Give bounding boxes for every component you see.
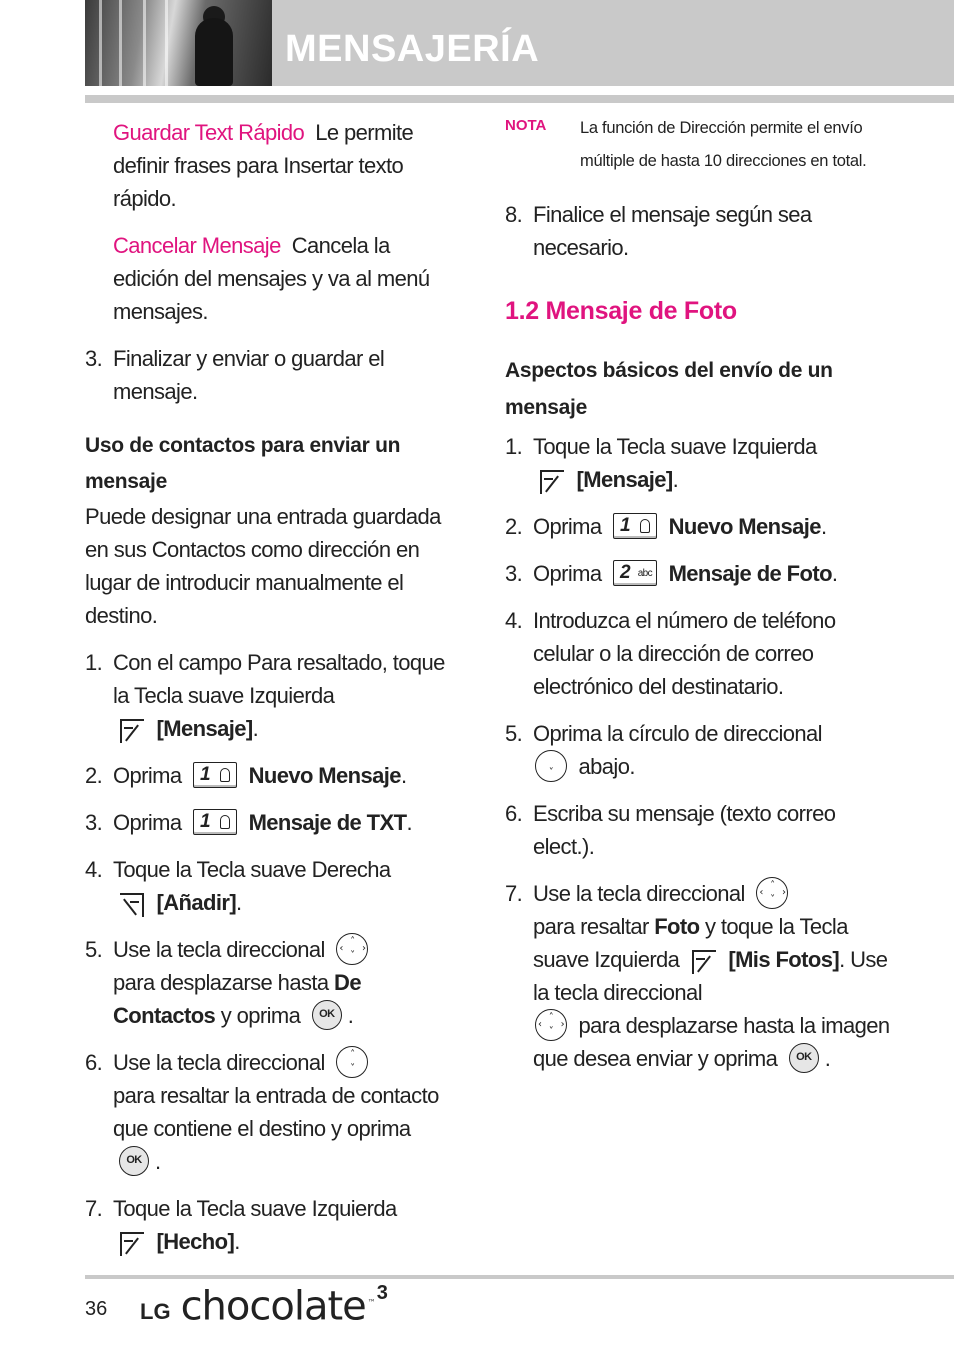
header-divider (85, 95, 954, 103)
left-soft-key-icon (691, 949, 717, 973)
lg-logo: LG (140, 1299, 171, 1325)
note-text: La función de Dirección permite el envío múltiple de hasta 10 direcciones en total. (580, 119, 867, 170)
list-item: 1. Con el campo Para resaltado, toque la Tecla suave Izquierda [Mensaje]. (85, 650, 445, 741)
key-1-icon: 1 (193, 762, 237, 788)
left-column (85, 116, 455, 1258)
list-item: 6. Use la tecla direccional ˄ ˅ para resaltar la entrada de contacto que contiene el destino y oprima OK . (85, 1046, 455, 1178)
basics-heading: Aspectos básicos del envío de un mensaje (505, 359, 833, 419)
brand-name: chocolate ™ (180, 1283, 375, 1330)
left-soft-key-icon (539, 469, 565, 493)
guardar-paragraph (85, 116, 455, 215)
list-item: 4. Introduzca el número de teléfono celular o la dirección de correo electrónico del destinatario. (505, 608, 836, 699)
cancelar-paragraph (85, 229, 455, 328)
ok-key-icon: OK (119, 1146, 149, 1176)
page-number: 36 (85, 1298, 108, 1320)
navigation-key-icon: ˄ ˅ ‹ › (336, 933, 368, 965)
contacts-intro: Puede designar una entrada guardada en sus Contactos como dirección en lugar de introducir manualmente el destino. (85, 504, 441, 628)
navigation-key-icon: ˄ ˅ ‹ › (756, 877, 788, 909)
note-box (505, 112, 890, 178)
page-title: MENSAJERÍA (285, 28, 540, 70)
guardar-label: Guardar Text Rápido (113, 120, 305, 145)
left-soft-key-icon (119, 718, 145, 742)
key-1-icon: 1 (613, 513, 657, 539)
list-item: 3. Oprima 2 abc Mensaje de Foto. (505, 561, 838, 586)
list-item: 2. Oprima 1 Nuevo Mensaje. (505, 514, 827, 539)
cancelar-text: Cancela la edición del mensajes y va al menú mensajes. (113, 233, 430, 324)
key-2-icon: 2 abc (613, 560, 657, 586)
ok-key-icon: OK (312, 1000, 342, 1030)
navigation-key-icon: ˄ ˅ ‹ › (535, 1009, 567, 1041)
note-label: NOTA (505, 117, 547, 134)
ok-key-icon: OK (789, 1043, 819, 1073)
right-soft-key-icon (119, 892, 145, 916)
guardar-text: Le permite definir frases para Insertar texto rápido. (113, 120, 414, 211)
list-item: 4. Toque la Tecla suave Derecha [Añadir]. (85, 857, 391, 915)
list-item: 8. Finalice el mensaje según sea necesario. (505, 202, 812, 260)
brand-version: 3 (376, 1282, 388, 1305)
footer-divider (85, 1275, 954, 1279)
key-1-icon: 1 (193, 809, 237, 835)
page-header (85, 0, 954, 86)
header-photo (85, 0, 272, 86)
list-item: 3. Finalizar y enviar o guardar el mensaje. (85, 346, 385, 404)
cancelar-label: Cancelar Mensaje (113, 233, 281, 258)
navigation-down-key-icon: ˅ (535, 750, 567, 782)
brand-logo (140, 1282, 388, 1330)
list-item: 2. Oprima 1 Nuevo Mensaje. (85, 763, 407, 788)
contacts-heading: Uso de contactos para enviar un mensaje (85, 434, 401, 493)
list-item: 6. Escriba su mensaje (texto correo elect.). (505, 801, 836, 859)
list-item: 1. Toque la Tecla suave Izquierda [Mensaje]. (505, 434, 817, 492)
right-column (505, 116, 890, 1075)
list-item: 5. Oprima la círculo de direccional ˅ abajo. (505, 717, 890, 783)
left-soft-key-icon (119, 1231, 145, 1255)
list-item: 3. Oprima 1 Mensaje de TXT. (85, 810, 412, 835)
navigation-key-icon: ˄ ˅ (336, 1046, 368, 1078)
list-item: 7. Use la tecla direccional ˄ ˅ ‹ › para resaltar Foto y toque la Tecla suave Izquierda [Mis Fotos]. Use la tecla direccional ˄ ˅ ‹ › para desplazarse hasta la imagen que desea enviar y oprima OK . (505, 877, 890, 1075)
list-item: 5. Use la tecla direccional ˄ ˅ ‹ › para desplazarse hasta De Contactos y oprima OK . (85, 933, 455, 1032)
section-title: 1.2 Mensaje de Foto (505, 297, 737, 325)
list-item: 7. Toque la Tecla suave Izquierda [Hecho]. (85, 1196, 397, 1254)
